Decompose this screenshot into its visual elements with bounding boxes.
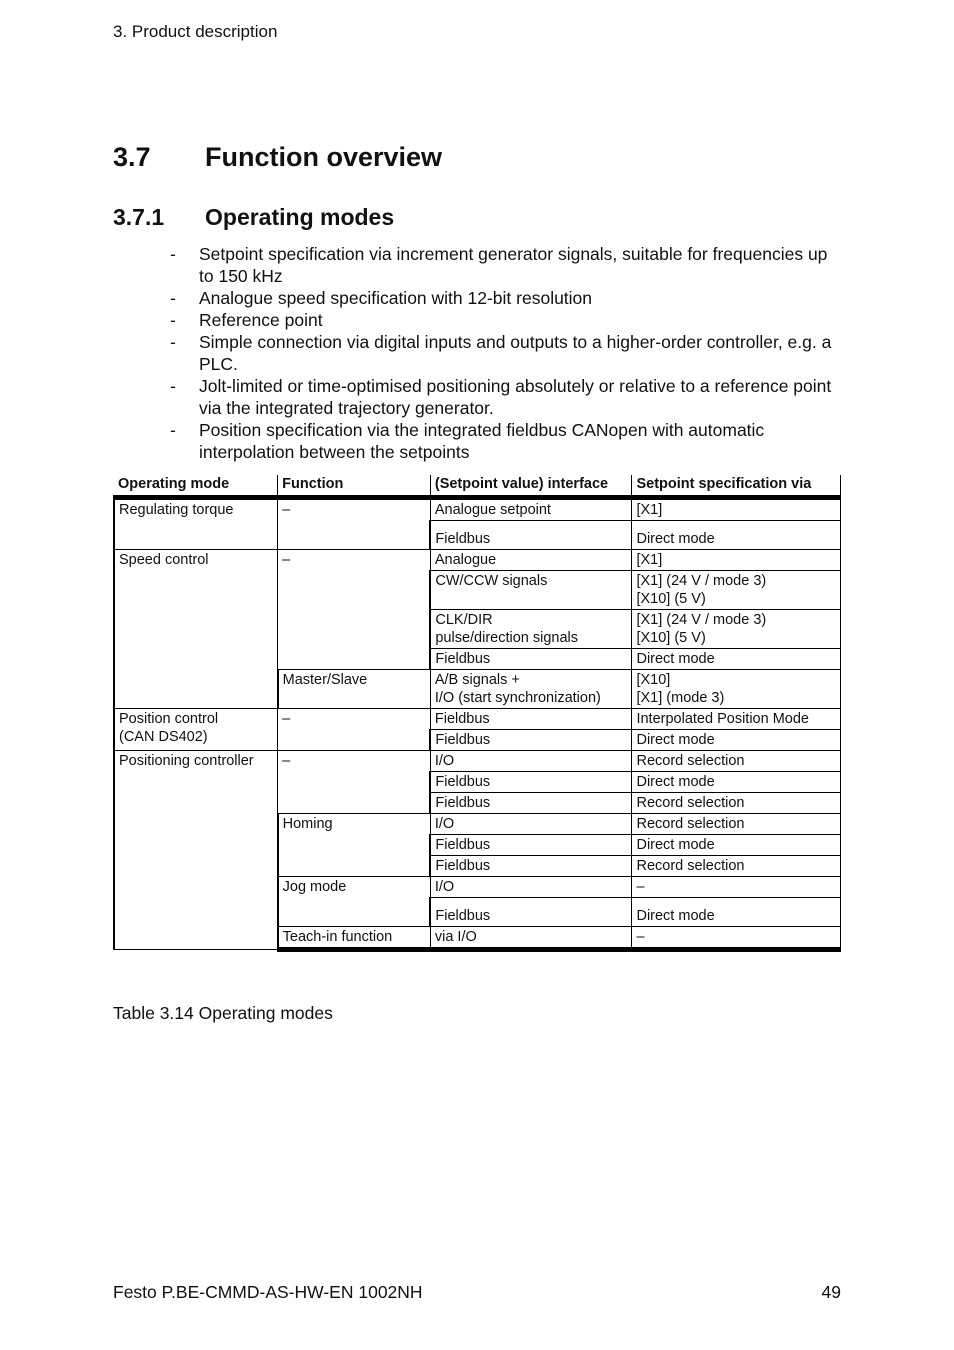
cell-setpoint-spec bbox=[632, 571, 841, 610]
cell-setpoint-spec: Direct mode bbox=[632, 649, 841, 670]
bullet-dash: - bbox=[170, 310, 176, 330]
cell-setpoint-spec: Direct mode bbox=[632, 898, 841, 927]
bullet-dash: - bbox=[170, 288, 176, 308]
cell-function: – bbox=[278, 709, 431, 751]
bullet-dash: - bbox=[170, 332, 176, 352]
cell-interface: Fieldbus bbox=[430, 772, 632, 793]
cell-setpoint-spec: [X1] bbox=[632, 498, 841, 521]
cell-function: – bbox=[278, 751, 431, 814]
table-row bbox=[114, 550, 841, 571]
header-operating-mode: Operating mode bbox=[114, 475, 278, 498]
cell-line: pulse/direction signals bbox=[435, 630, 579, 646]
cell-line: Position control bbox=[119, 711, 219, 727]
header-function: Function bbox=[278, 475, 431, 498]
feature-list bbox=[170, 243, 840, 463]
subsection-heading bbox=[113, 204, 394, 231]
list-item bbox=[170, 309, 840, 331]
list-item bbox=[170, 243, 840, 287]
cell-line: I/O (start synchronization) bbox=[434, 690, 601, 706]
cell-line: [X1] (mode 3) bbox=[636, 690, 725, 706]
list-item bbox=[170, 419, 840, 463]
footer-page-number: 49 bbox=[821, 1282, 841, 1302]
cell-setpoint-spec: Direct mode bbox=[632, 730, 841, 751]
cell-line: [X1] (24 V / mode 3) bbox=[636, 612, 767, 628]
list-item-text: Reference point bbox=[199, 310, 323, 330]
cell-line: [X10] (5 V) bbox=[636, 591, 706, 607]
cell-setpoint-spec: Record selection bbox=[632, 856, 841, 877]
table-header-row bbox=[114, 475, 841, 498]
cell-operating-mode bbox=[114, 709, 278, 751]
table-caption: Table 3.14 Operating modes bbox=[113, 1003, 333, 1023]
table-row bbox=[114, 498, 841, 521]
header-interface: (Setpoint value) interface bbox=[430, 475, 632, 498]
cell-line: [X10] bbox=[636, 672, 671, 688]
cell-setpoint-spec: Interpolated Position Mode bbox=[632, 709, 841, 730]
cell-interface: Fieldbus bbox=[430, 835, 632, 856]
cell-operating-mode: Regulating torque bbox=[114, 498, 278, 550]
cell-setpoint-spec bbox=[632, 670, 841, 709]
footer-document-id: Festo P.BE-CMMD-AS-HW-EN 1002NH bbox=[113, 1282, 423, 1302]
cell-interface: Fieldbus bbox=[430, 856, 632, 877]
cell-interface: Fieldbus bbox=[430, 898, 632, 927]
running-header: 3. Product description bbox=[113, 22, 278, 41]
section-number: 3.7 bbox=[113, 142, 151, 172]
cell-interface: I/O bbox=[430, 814, 632, 835]
cell-setpoint-spec: Direct mode bbox=[632, 772, 841, 793]
cell-function: – bbox=[278, 498, 431, 550]
cell-line: CLK/DIR bbox=[435, 612, 493, 628]
list-item bbox=[170, 287, 840, 309]
cell-line: [X10] (5 V) bbox=[636, 630, 706, 646]
cell-setpoint-spec: Direct mode bbox=[632, 521, 841, 550]
cell-function: Jog mode bbox=[278, 877, 431, 927]
list-item bbox=[170, 331, 840, 375]
cell-setpoint-spec: Record selection bbox=[632, 814, 841, 835]
table-row bbox=[114, 709, 841, 730]
cell-interface bbox=[430, 670, 632, 709]
cell-interface: Analogue setpoint bbox=[430, 498, 632, 521]
section-title: Function overview bbox=[205, 142, 443, 172]
cell-setpoint-spec: Direct mode bbox=[632, 835, 841, 856]
cell-interface: Fieldbus bbox=[430, 793, 632, 814]
subsection-number: 3.7.1 bbox=[113, 204, 165, 230]
header-setpoint-spec: Setpoint specification via bbox=[632, 475, 841, 498]
cell-setpoint-spec: – bbox=[632, 927, 841, 950]
cell-interface: Fieldbus bbox=[430, 649, 632, 670]
cell-line: (CAN DS402) bbox=[119, 729, 208, 745]
cell-interface: via I/O bbox=[430, 927, 632, 950]
list-item-text: Position specification via the integrated fieldbus CANopen with automatic interpolation between the setpoints bbox=[199, 420, 765, 462]
cell-interface: Fieldbus bbox=[430, 709, 632, 730]
cell-setpoint-spec: [X1] bbox=[632, 550, 841, 571]
bullet-dash: - bbox=[170, 376, 176, 396]
cell-interface: CW/CCW signals bbox=[430, 571, 632, 610]
list-item-text: Jolt-limited or time-optimised positioning absolutely or relative to a reference point via the integrated trajectory generator. bbox=[199, 376, 832, 418]
cell-line: [X1] (24 V / mode 3) bbox=[636, 573, 767, 589]
cell-interface: I/O bbox=[430, 751, 632, 772]
cell-interface: Analogue bbox=[430, 550, 632, 571]
cell-interface: Fieldbus bbox=[430, 521, 632, 550]
section-heading bbox=[113, 142, 442, 173]
cell-function: – bbox=[278, 550, 431, 670]
cell-interface: I/O bbox=[430, 877, 632, 898]
list-item-text: Setpoint specification via increment generator signals, suitable for frequencies up to 150 kHz bbox=[199, 244, 828, 286]
cell-operating-mode: Speed control bbox=[114, 550, 278, 709]
cell-interface: Fieldbus bbox=[430, 730, 632, 751]
operating-modes-table bbox=[113, 475, 841, 952]
bullet-dash: - bbox=[170, 244, 176, 264]
list-item-text: Simple connection via digital inputs and outputs to a higher-order controller, e.g. a PLC. bbox=[199, 332, 832, 374]
cell-function: Master/Slave bbox=[278, 670, 431, 709]
cell-line: A/B signals + bbox=[434, 672, 520, 688]
list-item-text: Analogue speed specification with 12-bit resolution bbox=[199, 288, 593, 308]
cell-operating-mode: Positioning controller bbox=[114, 751, 278, 950]
cell-setpoint-spec bbox=[632, 610, 841, 649]
subsection-title: Operating modes bbox=[205, 204, 395, 230]
cell-setpoint-spec: Record selection bbox=[632, 793, 841, 814]
cell-setpoint-spec: – bbox=[632, 877, 841, 898]
cell-interface bbox=[430, 610, 632, 649]
cell-function: Teach-in function bbox=[278, 927, 431, 950]
table-row bbox=[114, 751, 841, 772]
cell-function: Homing bbox=[278, 814, 431, 877]
bullet-dash: - bbox=[170, 420, 176, 440]
list-item bbox=[170, 375, 840, 419]
cell-setpoint-spec: Record selection bbox=[632, 751, 841, 772]
